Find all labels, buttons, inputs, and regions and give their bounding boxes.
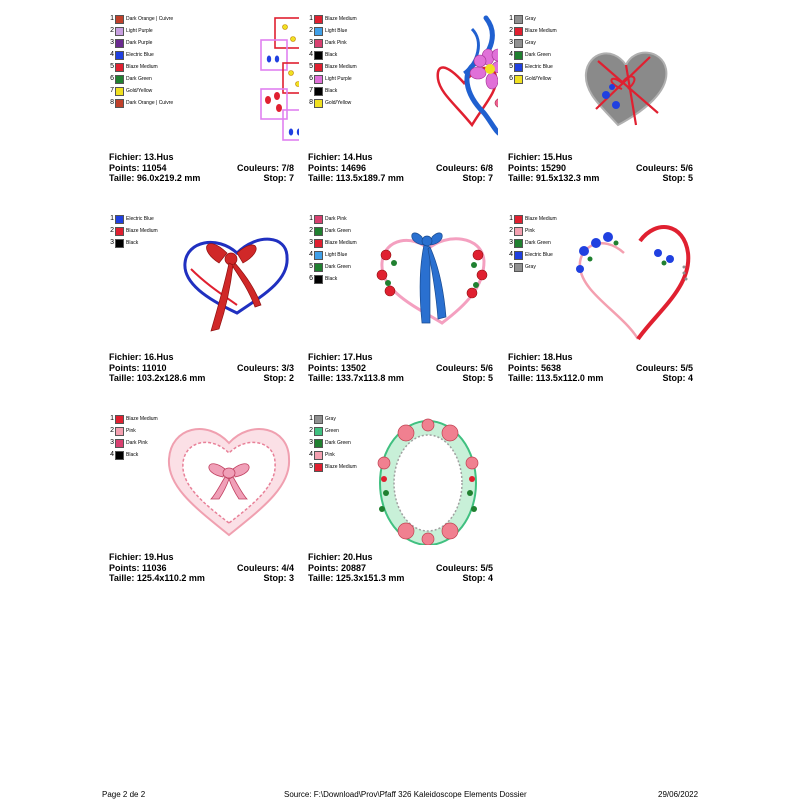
embroidery-preview-20 bbox=[366, 413, 498, 545]
thread-number: 2 bbox=[110, 427, 114, 434]
thread-name: Gold/Yellow bbox=[525, 76, 552, 82]
thread-number: 3 bbox=[309, 439, 313, 446]
thread-number: 1 bbox=[110, 15, 114, 22]
thread-color-swatch bbox=[115, 227, 124, 236]
thread-number: 5 bbox=[309, 263, 313, 270]
thread-number: 2 bbox=[110, 27, 114, 34]
thread-color-swatch bbox=[115, 39, 124, 48]
thread-number: 2 bbox=[509, 27, 513, 34]
thread-name: Black bbox=[325, 88, 338, 94]
stitch-points: Points: 14696 bbox=[308, 162, 367, 173]
report-date: 29/06/2022 bbox=[658, 790, 699, 799]
thread-color-swatch bbox=[115, 63, 124, 72]
stop-count: Stop: 3 bbox=[263, 573, 294, 583]
design-size: Taille: 133.7x113.8 mm bbox=[308, 373, 404, 383]
thread-name: Light Purple bbox=[325, 76, 352, 82]
thread-color-swatch bbox=[514, 63, 523, 72]
thread-color-swatch bbox=[314, 87, 323, 96]
stop-count: Stop: 5 bbox=[662, 173, 693, 183]
thread-color-swatch bbox=[314, 251, 323, 260]
design-size: Taille: 113.5x189.7 mm bbox=[308, 173, 404, 183]
thread-name: Electric Blue bbox=[126, 52, 154, 58]
design-size: Taille: 96.0x219.2 mm bbox=[109, 173, 201, 183]
thread-color-swatch bbox=[115, 451, 124, 460]
thread-color-swatch bbox=[115, 215, 124, 224]
stitch-points: Points: 11054 bbox=[109, 162, 167, 173]
design-size: Taille: 113.5x112.0 mm bbox=[508, 373, 604, 383]
stop-count: Stop: 7 bbox=[263, 173, 294, 183]
thread-name: Blaze Medium bbox=[126, 64, 158, 70]
thread-color-swatch bbox=[115, 15, 124, 24]
thread-number: 1 bbox=[509, 215, 513, 222]
thread-color-swatch bbox=[115, 99, 124, 108]
design-info bbox=[109, 552, 294, 584]
design-info bbox=[508, 352, 693, 384]
thread-color-swatch bbox=[314, 27, 323, 36]
thread-number: 8 bbox=[110, 99, 114, 106]
thread-number: 5 bbox=[509, 63, 513, 70]
thread-color-swatch bbox=[115, 27, 124, 36]
embroidery-preview-16 bbox=[167, 213, 299, 345]
design-card-13 bbox=[109, 13, 299, 203]
thread-number: 2 bbox=[309, 227, 313, 234]
design-card-19 bbox=[109, 413, 299, 603]
thread-number: 2 bbox=[309, 427, 313, 434]
design-size: Taille: 125.4x110.2 mm bbox=[109, 573, 205, 583]
stop-count: Stop: 5 bbox=[462, 373, 493, 383]
thread-name: Dark Pink bbox=[325, 216, 347, 222]
thread-color-swatch bbox=[314, 63, 323, 72]
thread-number: 1 bbox=[110, 215, 114, 222]
thread-number: 3 bbox=[110, 239, 114, 246]
thread-number: 7 bbox=[110, 87, 114, 94]
thread-name: Light Purple bbox=[126, 28, 153, 34]
file-name: Fichier: 14.Hus bbox=[308, 152, 373, 162]
thread-name: Pink bbox=[525, 228, 535, 234]
thread-number: 8 bbox=[309, 99, 313, 106]
design-card-16 bbox=[109, 213, 299, 403]
design-card-17 bbox=[308, 213, 498, 403]
thread-color-swatch bbox=[115, 87, 124, 96]
thread-number: 2 bbox=[509, 227, 513, 234]
thread-number: 6 bbox=[509, 75, 513, 82]
design-size: Taille: 103.2x128.6 mm bbox=[109, 373, 206, 383]
embroidery-preview-14 bbox=[366, 13, 498, 145]
thread-number: 6 bbox=[309, 75, 313, 82]
design-info bbox=[308, 152, 493, 184]
color-count: Couleurs: 4/4 bbox=[236, 562, 294, 573]
stitch-points: Points: 11010 bbox=[109, 362, 167, 373]
thread-number: 5 bbox=[110, 63, 114, 70]
design-card-15 bbox=[508, 13, 698, 203]
file-name: Fichier: 18.Hus bbox=[508, 352, 573, 362]
thread-name: Gray bbox=[325, 416, 336, 422]
thread-number: 4 bbox=[509, 251, 513, 258]
thread-name: Blaze Medium bbox=[525, 216, 557, 222]
thread-name: Dark Green bbox=[525, 240, 551, 246]
thread-name: Dark Pink bbox=[126, 440, 148, 446]
thread-number: 5 bbox=[309, 463, 313, 470]
color-count: Couleurs: 3/3 bbox=[236, 362, 294, 373]
design-info bbox=[308, 552, 493, 584]
embroidery-preview-18 bbox=[566, 213, 698, 345]
thread-name: Gold/Yellow bbox=[126, 88, 153, 94]
thread-name: Blaze Medium bbox=[325, 64, 357, 70]
thread-color-swatch bbox=[514, 51, 523, 60]
thread-color-swatch bbox=[115, 415, 124, 424]
file-name: Fichier: 13.Hus bbox=[109, 152, 174, 162]
thread-number: 3 bbox=[309, 39, 313, 46]
thread-color-swatch bbox=[314, 227, 323, 236]
thread-color-swatch bbox=[115, 239, 124, 248]
thread-number: 4 bbox=[110, 51, 114, 58]
design-card-18 bbox=[508, 213, 698, 403]
thread-name: Dark Green bbox=[325, 440, 351, 446]
thread-name: Dark Green bbox=[325, 228, 351, 234]
thread-number: 5 bbox=[509, 263, 513, 270]
thread-number: 4 bbox=[509, 51, 513, 58]
thread-number: 4 bbox=[309, 251, 313, 258]
thread-number: 3 bbox=[309, 239, 313, 246]
thread-number: 4 bbox=[110, 451, 114, 458]
file-name: Fichier: 15.Hus bbox=[508, 152, 573, 162]
thread-color-swatch bbox=[115, 439, 124, 448]
thread-color-swatch bbox=[314, 263, 323, 272]
thread-color-swatch bbox=[314, 75, 323, 84]
color-count: Couleurs: 6/8 bbox=[435, 162, 493, 173]
thread-color-swatch bbox=[314, 215, 323, 224]
color-count: Couleurs: 7/8 bbox=[236, 162, 294, 173]
thread-number: 6 bbox=[110, 75, 114, 82]
thread-number: 1 bbox=[309, 415, 313, 422]
thread-name: Dark Pink bbox=[325, 40, 347, 46]
thread-number: 3 bbox=[509, 39, 513, 46]
thread-color-swatch bbox=[514, 27, 523, 36]
thread-color-swatch bbox=[514, 239, 523, 248]
thread-number: 2 bbox=[110, 227, 114, 234]
file-name: Fichier: 16.Hus bbox=[109, 352, 174, 362]
thread-color-swatch bbox=[115, 51, 124, 60]
thread-name: Pink bbox=[126, 428, 136, 434]
file-name: Fichier: 17.Hus bbox=[308, 352, 373, 362]
thread-number: 6 bbox=[309, 275, 313, 282]
thread-color-swatch bbox=[314, 15, 323, 24]
color-count: Couleurs: 5/6 bbox=[635, 162, 693, 173]
thread-name: Black bbox=[325, 52, 338, 58]
thread-color-swatch bbox=[514, 263, 523, 272]
thread-number: 1 bbox=[110, 415, 114, 422]
color-count: Couleurs: 5/5 bbox=[435, 562, 493, 573]
thread-name: Green bbox=[325, 428, 339, 434]
thread-name: Pink bbox=[325, 452, 335, 458]
file-name: Fichier: 19.Hus bbox=[109, 552, 174, 562]
embroidery-preview-15 bbox=[566, 13, 698, 145]
thread-name: Dark Orange | Cuivre bbox=[126, 16, 174, 22]
stitch-points: Points: 13502 bbox=[308, 362, 367, 373]
stop-count: Stop: 4 bbox=[662, 373, 693, 383]
thread-color-swatch bbox=[514, 227, 523, 236]
design-info bbox=[109, 352, 294, 384]
source-path: Source: F:\Download\Prov\Pfaff 326 Kaleidoscope Elements Dossier bbox=[284, 790, 527, 799]
thread-color-swatch bbox=[314, 451, 323, 460]
thread-name: Dark Green bbox=[126, 76, 152, 82]
thread-color-swatch bbox=[314, 439, 323, 448]
thread-color-swatch bbox=[514, 251, 523, 260]
thread-name: Blaze Medium bbox=[325, 240, 357, 246]
design-info bbox=[308, 352, 493, 384]
color-count: Couleurs: 5/5 bbox=[635, 362, 693, 373]
thread-name: Dark Green bbox=[325, 264, 351, 270]
design-size: Taille: 91.5x132.3 mm bbox=[508, 173, 600, 183]
thread-name: Electric Blue bbox=[525, 64, 553, 70]
thread-name: Blaze Medium bbox=[525, 28, 557, 34]
thread-name: Gray bbox=[525, 16, 536, 22]
thread-number: 3 bbox=[110, 39, 114, 46]
design-info bbox=[109, 152, 294, 184]
embroidery-preview-17 bbox=[366, 213, 498, 345]
thread-number: 3 bbox=[509, 239, 513, 246]
stop-count: Stop: 2 bbox=[263, 373, 294, 383]
thread-number: 4 bbox=[309, 51, 313, 58]
thread-name: Electric Blue bbox=[126, 216, 154, 222]
thread-number: 1 bbox=[509, 15, 513, 22]
thread-color-swatch bbox=[314, 239, 323, 248]
thread-name: Black bbox=[126, 452, 139, 458]
thread-number: 3 bbox=[110, 439, 114, 446]
file-name: Fichier: 20.Hus bbox=[308, 552, 373, 562]
stop-count: Stop: 4 bbox=[462, 573, 493, 583]
thread-color-swatch bbox=[514, 75, 523, 84]
thread-name: Light Blue bbox=[325, 252, 348, 258]
design-info bbox=[508, 152, 693, 184]
thread-name: Blaze Medium bbox=[325, 464, 357, 470]
thread-name: Blaze Medium bbox=[126, 416, 158, 422]
thread-color-swatch bbox=[314, 463, 323, 472]
thread-number: 7 bbox=[309, 87, 313, 94]
thread-name: Gold/Yellow bbox=[325, 100, 352, 106]
stitch-points: Points: 15290 bbox=[508, 162, 567, 173]
thread-name: Black bbox=[126, 240, 139, 246]
embroidery-preview-13 bbox=[167, 13, 299, 145]
thread-name: Light Blue bbox=[325, 28, 348, 34]
thread-name: Gray bbox=[525, 40, 536, 46]
thread-number: 5 bbox=[309, 63, 313, 70]
thread-name: Black bbox=[325, 276, 338, 282]
thread-number: 2 bbox=[309, 27, 313, 34]
stitch-points: Points: 20887 bbox=[308, 562, 367, 573]
design-card-20 bbox=[308, 413, 498, 603]
thread-number: 1 bbox=[309, 15, 313, 22]
thread-color-swatch bbox=[314, 427, 323, 436]
thread-number: 1 bbox=[309, 215, 313, 222]
design-card-14 bbox=[308, 13, 498, 203]
thread-color-swatch bbox=[314, 275, 323, 284]
page-number: Page 2 de 2 bbox=[102, 790, 146, 799]
thread-color-swatch bbox=[115, 75, 124, 84]
thread-color-swatch bbox=[115, 427, 124, 436]
design-size: Taille: 125.3x151.3 mm bbox=[308, 573, 405, 583]
thread-name: Electric Blue bbox=[525, 252, 553, 258]
thread-name: Blaze Medium bbox=[325, 16, 357, 22]
thread-name: Blaze Medium bbox=[126, 228, 158, 234]
thread-color-swatch bbox=[314, 415, 323, 424]
thread-name: Gray bbox=[525, 264, 536, 270]
stop-count: Stop: 7 bbox=[462, 173, 493, 183]
thread-name: Dark Green bbox=[525, 52, 551, 58]
thread-color-swatch bbox=[314, 39, 323, 48]
stitch-points: Points: 11036 bbox=[109, 562, 167, 573]
embroidery-preview-19 bbox=[167, 413, 299, 545]
thread-name: Dark Orange | Cuivre bbox=[126, 100, 174, 106]
thread-color-swatch bbox=[514, 39, 523, 48]
thread-color-swatch bbox=[314, 99, 323, 108]
thread-color-swatch bbox=[314, 51, 323, 60]
color-count: Couleurs: 5/6 bbox=[435, 362, 493, 373]
thread-number: 4 bbox=[309, 451, 313, 458]
thread-color-swatch bbox=[514, 215, 523, 224]
thread-name: Dark Purple bbox=[126, 40, 153, 46]
thread-color-swatch bbox=[514, 15, 523, 24]
stitch-points: Points: 5638 bbox=[508, 362, 562, 373]
